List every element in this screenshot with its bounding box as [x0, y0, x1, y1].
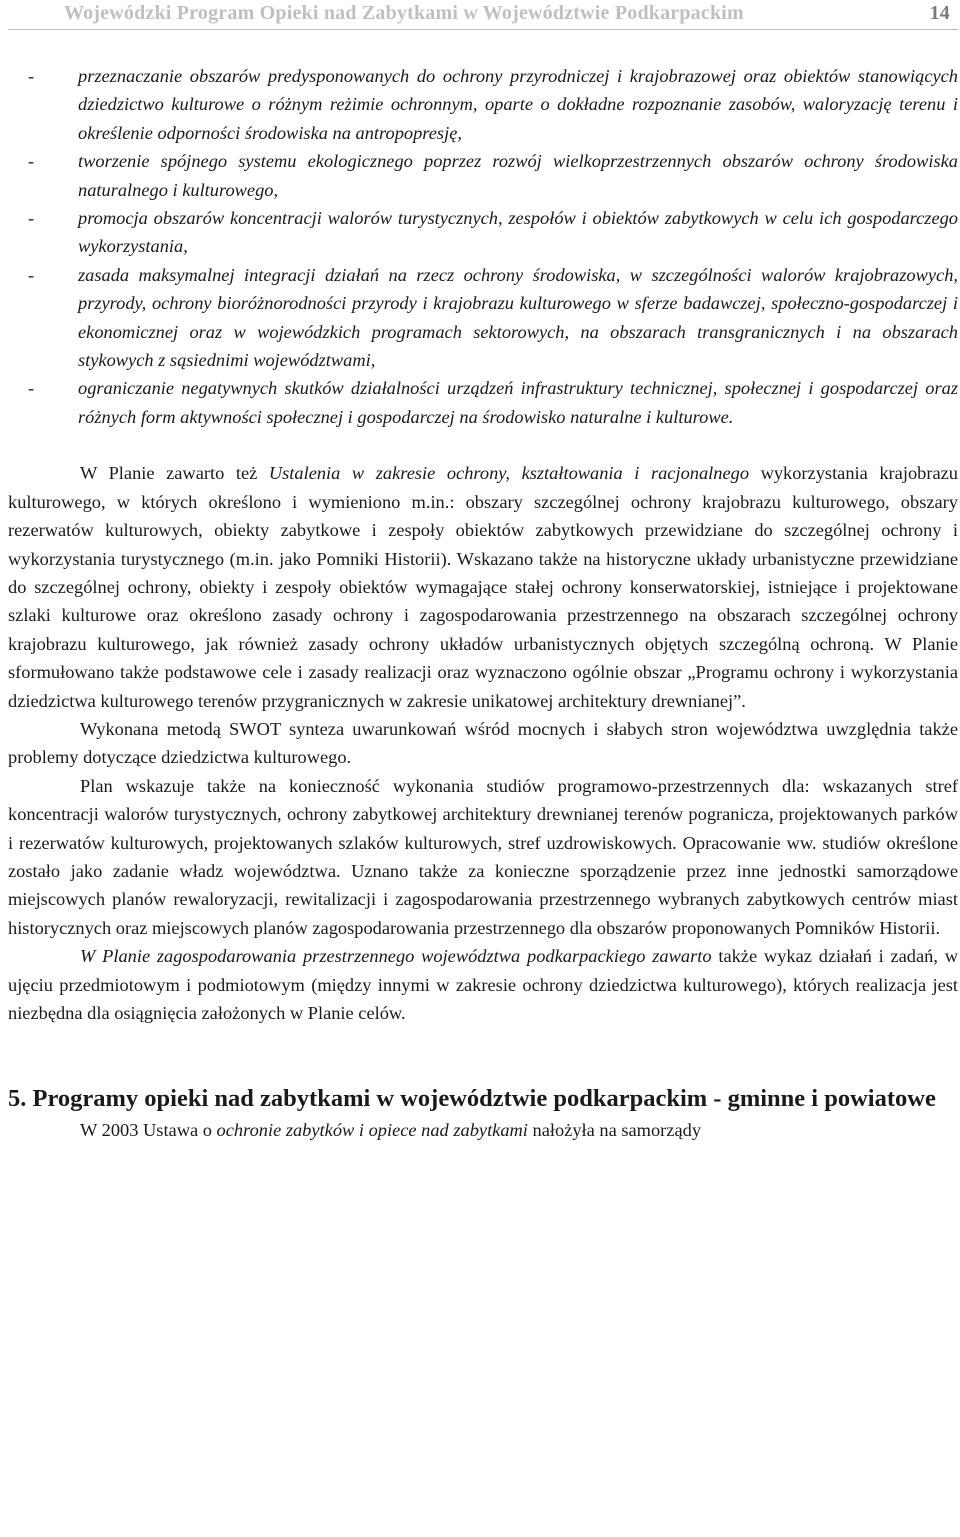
paragraph-swot: Wykonana metodą SWOT synteza uwarunkowań wśród mocnych i słabych stron województwa uwzględnia także problemy dotyczące dziedzictwa kulturowego.	[8, 718, 958, 768]
section-heading: 5. Programy opieki nad zabytkami w województwie podkarpackim - gminne i powiatowe	[8, 1085, 936, 1113]
dash-marker: -	[28, 151, 35, 172]
document-page	[8, 0, 958, 1145]
italic-act-title: ochronie zabytków i opiece nad zabytkami	[216, 1120, 528, 1141]
dash-marker: -	[28, 264, 35, 285]
bullet-list	[8, 62, 958, 431]
list-item: - przeznaczanie obszarów predysponowanych do ochrony przyrodniczej i krajobrazowej oraz obiektów stanowiących dziedzictwo kulturowe o różnym reżimie ochronnym, oparte o dokładne rozpoznanie zasobów, waloryzację terenu i określenie odporności środowiska na antropopresję,	[8, 62, 958, 147]
paragraph-plan-ustalenia: W Planie zawarto też Ustalenia w zakresie ochrony, kształtowania i racjonalnego wykorzystania krajobrazu kulturowego, w których określono i wymieniono m.in.: obszary szczególnej ochrony krajobrazu kulturowego, obszary rezerwatów kulturowych, obiekty zabytkowe i zespoły obiektów zabytkowych przewidziane do szczególnej ochrony i wykorzystania turystycznego (m.in. jako Pomniki Historii). Wskazano także na historyczne układy urbanistyczne przewidziane do szczególnej ochrony, obiekty i zespoły obiektów wymagające stałej ochrony konserwatorskiej, istniejące i projektowane szlaki kulturowe oraz określono zasady ochrony i zagospodarowania przestrzennego na obszarach szczególnej ochrony krajobrazu kulturowego, jak również zasady ochrony układów urbanistycznych objętych szczególną ochroną. W Planie sformułowano także podstawowe cele i zasady realizacji oraz wyznaczono ogólnie obszar „Programu ochrony i wykorzystania dziedzictwa kulturowego terenów przygranicznych w zakresie unikatowej architektury drewnianej”.	[8, 463, 958, 711]
page-number: 14	[929, 2, 950, 24]
italic-title-ustalenia: Ustalenia w zakresie ochrony, kształtowania i racjonalnego	[268, 463, 750, 484]
dash-marker: -	[28, 378, 35, 399]
paragraph-ustawa: W 2003 Ustawa o ochronie zabytków i opiece nad zabytkami nałożyła na samorządy	[80, 1120, 702, 1141]
list-item: - promocja obszarów koncentracji walorów turystycznych, zespołów i obiektów zabytkowych w celu ich gospodarczego wykorzystania,	[8, 204, 958, 261]
dash-marker: -	[28, 66, 35, 86]
paragraph-plan-tasks: W Planie zagospodarowania przestrzennego województwa podkarpackiego zawarto także wykaz działań i zadań, w ujęciu przedmiotowym i podmiotowym (między innymi w zakresie ochrony dziedzictwa kulturowego), których realizacja jest niezbędna dla osiągnięcia założonych w Planie celów.	[8, 946, 958, 1023]
italic-plan-name: W Planie zagospodarowania przestrzennego województwa podkarpackiego zawarto	[80, 946, 712, 967]
running-header	[8, 2, 958, 30]
dash-marker: -	[28, 208, 35, 229]
list-item: - zasada maksymalnej integracji działań na rzecz ochrony środowiska, w szczególności walorów krajobrazowych, przyrody, ochrony bioróżnorodności przyrody i krajobrazu kulturowego w sferze badawczej, społeczno-gospodarczej i ekonomicznej oraz w wojewódzkich programach sektorowych, na obszarach transgranicznych i na obszarach stykowych z sąsiednimi województwami,	[8, 261, 958, 375]
list-item: - tworzenie spójnego systemu ekologicznego poprzez rozwój wielkoprzestrzennych obszarów ochrony środowiska naturalnego i kulturowego,	[8, 147, 958, 204]
paragraph-studies: Plan wskazuje także na konieczność wykonania studiów programowo-przestrzennych dla: wskazanych stref koncentracji walorów turystycznych, ochrony zabytkowej architektury drewnianej terenów pogranicza, projektowanych parków i rezerwatów kulturowych, projektowanych szlaków kulturowych, stref uzdrowiskowych. Opracowanie ww. studiów określone zostało jako zadanie władz województwa. Uznano także za konieczne sporządzenie przez inne jednostki samorządowe miejscowych planów rewaloryzacji, rewitalizacji i zagospodarowania przestrzennego wybranych zabytkowych centrów miast historycznych oraz miejscowych planów zagospodarowania przestrzennego dla obszarów proponowanych Pomników Historii.	[8, 775, 958, 938]
list-item: - ograniczanie negatywnych skutków działalności urządzeń infrastruktury technicznej, społecznej i gospodarczej oraz różnych form aktywności społecznej i gospodarczej na środowisko naturalne i kulturowe.	[8, 374, 958, 431]
header-title: Wojewódzki Program Opieki nad Zabytkami w Województwie Podkarpackim	[64, 2, 744, 24]
